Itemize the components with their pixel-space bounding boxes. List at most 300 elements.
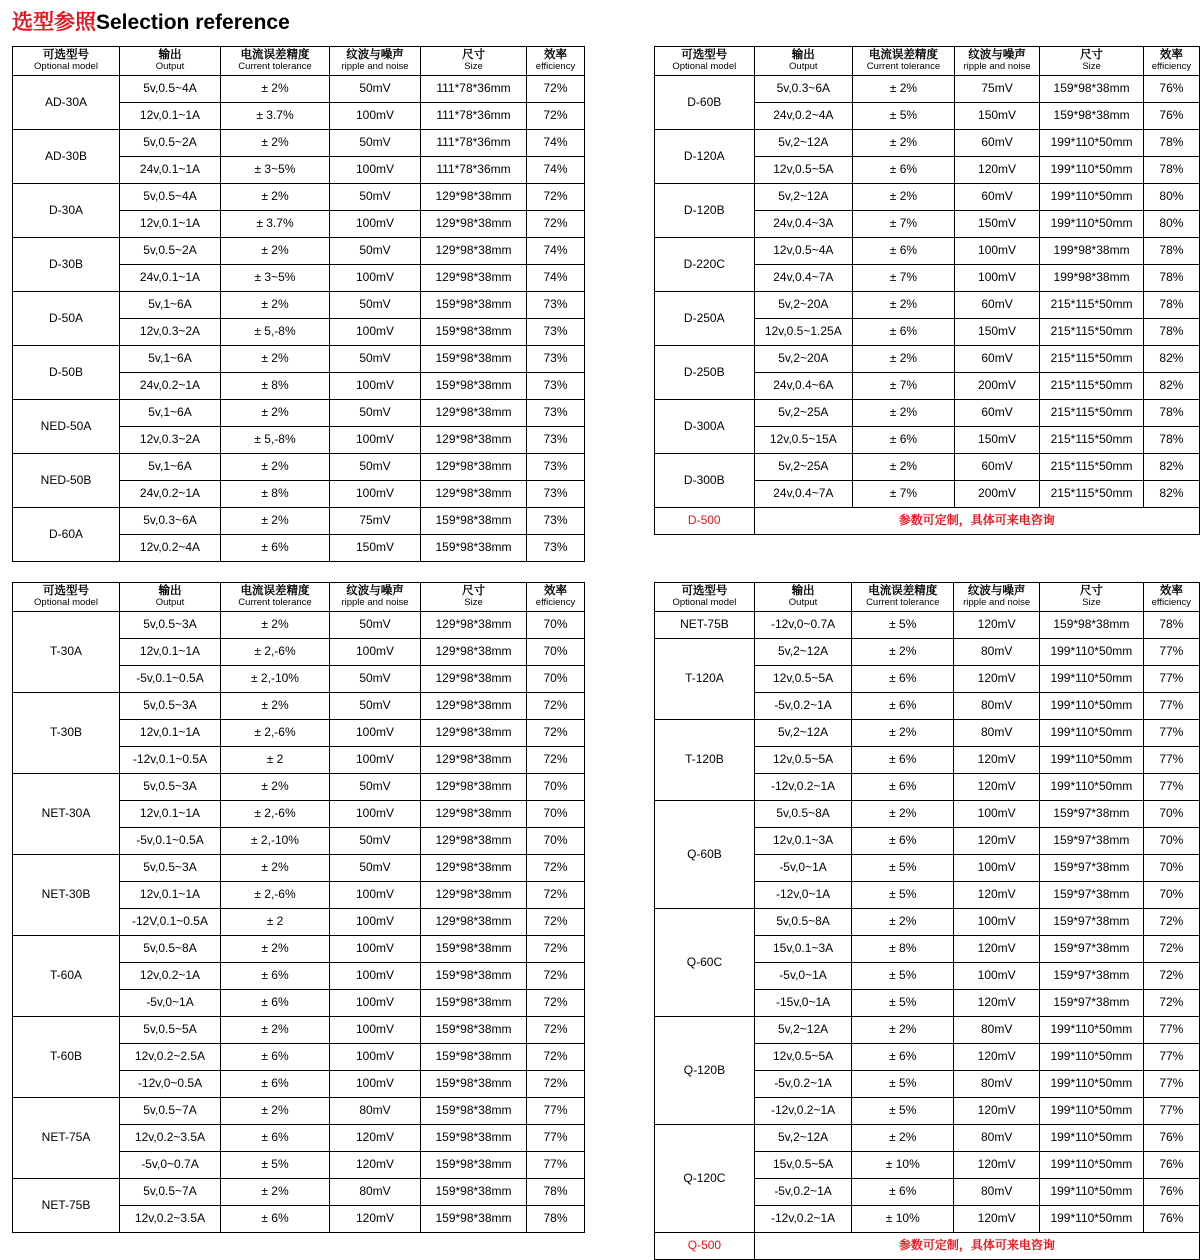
cell-tolerance: ± 2%: [221, 346, 330, 373]
cell-tolerance: ± 2%: [221, 1179, 330, 1206]
cell-output: -5v,0.2~1A: [754, 693, 851, 720]
table-row: [655, 720, 1200, 747]
column-header-en: Output: [155, 61, 185, 73]
model-cell: D-50A: [13, 292, 120, 346]
table-top-right-wrap: [654, 46, 1200, 535]
cell-ripple: 50mV: [330, 828, 421, 855]
cell-output: -5v,0.1~0.5A: [120, 666, 221, 693]
cell-tolerance: ± 2: [221, 747, 330, 774]
column-header-cn: 电流误差精度: [240, 48, 310, 61]
column-header-cn: 效率: [544, 48, 567, 61]
column-header-cn: 效率: [1159, 48, 1183, 61]
cell-output: 5v,0.5~3A: [120, 693, 221, 720]
model-cell: D-50B: [13, 346, 120, 400]
model-cell: NET-75B: [655, 612, 755, 639]
cell-output: 12v,0.1~1A: [120, 882, 221, 909]
cell-tolerance: ± 2%: [221, 508, 330, 535]
cell-tolerance: ± 2%: [853, 184, 955, 211]
cell-tolerance: ± 3~5%: [221, 157, 330, 184]
cell-size: 159*98*38mm: [1040, 612, 1144, 639]
cell-size: 129*98*38mm: [421, 211, 527, 238]
cell-tolerance: ± 2%: [853, 346, 955, 373]
cell-efficiency: 80%: [1143, 211, 1199, 238]
cell-size: 129*98*38mm: [421, 774, 527, 801]
cell-ripple: 100mV: [330, 990, 421, 1017]
cell-efficiency: 72%: [527, 936, 585, 963]
cell-output: -12v,0~1A: [754, 882, 851, 909]
cell-efficiency: 72%: [527, 1044, 585, 1071]
cell-ripple: 120mV: [330, 1152, 421, 1179]
column-header-cn: 输出: [791, 48, 815, 61]
cell-size: 111*78*36mm: [421, 130, 527, 157]
column-header: [1143, 47, 1199, 76]
cell-tolerance: ± 7%: [853, 211, 955, 238]
cell-output: -5v,0.1~0.5A: [120, 828, 221, 855]
cell-tolerance: ± 6%: [852, 693, 954, 720]
cell-efficiency: 73%: [527, 427, 585, 454]
model-cell: T-60B: [13, 1017, 120, 1098]
table-row: [13, 184, 585, 211]
cell-tolerance: ± 6%: [853, 157, 955, 184]
cell-size: 159*98*38mm: [421, 963, 527, 990]
cell-efficiency: 70%: [527, 666, 585, 693]
model-cell: NET-30A: [13, 774, 120, 855]
column-header: [120, 583, 221, 612]
cell-tolerance: ± 7%: [853, 373, 955, 400]
cell-ripple: 80mV: [954, 1179, 1040, 1206]
cell-tolerance: ± 3.7%: [221, 103, 330, 130]
cell-ripple: 200mV: [954, 481, 1040, 508]
cell-ripple: 120mV: [954, 828, 1040, 855]
cell-efficiency: 77%: [527, 1152, 585, 1179]
column-header-cn: 效率: [544, 584, 567, 597]
column-header-cn: 尺寸: [1080, 48, 1104, 61]
column-header: [754, 47, 853, 76]
cell-ripple: 100mV: [330, 1044, 421, 1071]
cell-ripple: 60mV: [954, 292, 1040, 319]
table-bottom-right-wrap: [654, 582, 1200, 1260]
cell-tolerance: ± 6%: [852, 774, 954, 801]
table-top-left: [12, 46, 585, 562]
cell-tolerance: ± 2,-6%: [221, 801, 330, 828]
cell-ripple: 50mV: [330, 130, 421, 157]
cell-efficiency: 78%: [527, 1206, 585, 1233]
cell-tolerance: ± 6%: [221, 1071, 330, 1098]
cell-size: 159*97*38mm: [1040, 936, 1144, 963]
table-row: [13, 454, 585, 481]
model-cell: D-220C: [655, 238, 755, 292]
cell-size: 129*98*38mm: [421, 427, 527, 454]
column-header-cn: 效率: [1159, 584, 1183, 597]
cell-tolerance: ± 6%: [221, 1044, 330, 1071]
cell-ripple: 100mV: [330, 481, 421, 508]
cell-size: 159*97*38mm: [1040, 909, 1144, 936]
cell-efficiency: 78%: [1143, 130, 1199, 157]
cell-tolerance: ± 5%: [221, 1152, 330, 1179]
cell-ripple: 75mV: [330, 508, 421, 535]
table-row: [13, 1098, 585, 1125]
cell-size: 129*98*38mm: [421, 454, 527, 481]
column-header: [13, 583, 120, 612]
cell-size: 129*98*38mm: [421, 909, 527, 936]
cell-tolerance: ± 2%: [221, 130, 330, 157]
column-header: [1040, 47, 1144, 76]
column-header-cn: 纹波与噪声: [346, 48, 404, 61]
table-row: [13, 292, 585, 319]
cell-efficiency: 70%: [527, 612, 585, 639]
cell-output: 5v,2~12A: [754, 130, 853, 157]
column-header-en: efficiency: [1151, 597, 1192, 609]
cell-size: 159*98*38mm: [421, 508, 527, 535]
cell-size: 199*110*50mm: [1040, 157, 1144, 184]
cell-efficiency: 72%: [1143, 909, 1199, 936]
cell-tolerance: ± 2%: [853, 292, 955, 319]
cell-size: 199*110*50mm: [1040, 774, 1144, 801]
cell-output: 12v,0.5~4A: [754, 238, 853, 265]
column-header-cn: 输出: [158, 48, 182, 61]
cell-tolerance: ± 6%: [852, 1044, 954, 1071]
cell-size: 215*115*50mm: [1040, 292, 1144, 319]
table-row: [655, 400, 1200, 427]
cell-size: 159*98*38mm: [421, 1125, 527, 1152]
cell-tolerance: ± 8%: [852, 936, 954, 963]
cell-size: 159*97*38mm: [1040, 882, 1144, 909]
cell-ripple: 100mV: [330, 963, 421, 990]
column-header: [754, 583, 851, 612]
model-cell: Q-60C: [655, 909, 755, 1017]
cell-size: 215*115*50mm: [1040, 454, 1144, 481]
cell-efficiency: 72%: [527, 720, 585, 747]
cell-efficiency: 70%: [1143, 828, 1199, 855]
cell-size: 159*98*38mm: [421, 292, 527, 319]
cell-efficiency: 72%: [527, 990, 585, 1017]
cell-tolerance: ± 6%: [221, 1206, 330, 1233]
model-cell: Q-60B: [655, 801, 755, 909]
cell-efficiency: 74%: [527, 157, 585, 184]
cell-size: 199*110*50mm: [1040, 1098, 1144, 1125]
cell-tolerance: ± 2: [221, 909, 330, 936]
cell-ripple: 60mV: [954, 400, 1040, 427]
cell-efficiency: 78%: [1143, 238, 1199, 265]
cell-size: 199*110*50mm: [1040, 1179, 1144, 1206]
cell-tolerance: ± 2,-6%: [221, 639, 330, 666]
cell-size: 129*98*38mm: [421, 855, 527, 882]
column-header-en: Output: [789, 61, 818, 73]
cell-output: 5v,1~6A: [120, 292, 221, 319]
cell-size: 159*98*38mm: [1040, 103, 1144, 130]
model-cell: NET-75A: [13, 1098, 120, 1179]
table-top-right: [654, 46, 1200, 535]
cell-size: 159*97*38mm: [1040, 855, 1144, 882]
cell-ripple: 150mV: [954, 211, 1040, 238]
cell-size: 129*98*38mm: [421, 693, 527, 720]
cell-output: -12v,0.2~1A: [754, 774, 851, 801]
cell-size: 159*98*38mm: [421, 1044, 527, 1071]
cell-size: 215*115*50mm: [1040, 400, 1144, 427]
model-cell-custom: D-500: [655, 508, 755, 535]
cell-ripple: 100mV: [330, 265, 421, 292]
cell-tolerance: ± 7%: [853, 481, 955, 508]
cell-efficiency: 77%: [527, 1125, 585, 1152]
column-header-en: efficiency: [535, 61, 576, 73]
cell-output: 15v,0.5~5A: [754, 1152, 851, 1179]
cell-efficiency: 70%: [527, 801, 585, 828]
cell-tolerance: ± 8%: [221, 481, 330, 508]
cell-size: 159*98*38mm: [421, 346, 527, 373]
cell-output: 12v,0.1~3A: [754, 828, 851, 855]
cell-output: 5v,2~25A: [754, 400, 853, 427]
cell-ripple: 80mV: [954, 693, 1040, 720]
cell-tolerance: ± 5%: [852, 1071, 954, 1098]
cell-output: 12v,0.2~1A: [120, 963, 221, 990]
cell-ripple: 50mV: [330, 400, 421, 427]
cell-tolerance: ± 6%: [853, 427, 955, 454]
table-footer-row: [655, 508, 1200, 535]
cell-tolerance: ± 2%: [853, 454, 955, 481]
column-header-cn: 尺寸: [462, 48, 485, 61]
cell-output: 12v,0.2~4A: [120, 535, 221, 562]
cell-tolerance: ± 6%: [852, 747, 954, 774]
column-header: [421, 583, 527, 612]
cell-ripple: 120mV: [954, 936, 1040, 963]
column-header: [1040, 583, 1144, 612]
column-header-cn: 尺寸: [462, 584, 485, 597]
cell-efficiency: 82%: [1143, 454, 1199, 481]
cell-ripple: 120mV: [954, 990, 1040, 1017]
cell-ripple: 100mV: [954, 265, 1040, 292]
cell-ripple: 150mV: [954, 427, 1040, 454]
cell-output: 12v,0.1~1A: [120, 639, 221, 666]
cell-output: 12v,0.5~15A: [754, 427, 853, 454]
cell-output: 5v,0.5~8A: [754, 909, 851, 936]
cell-size: 129*98*38mm: [421, 238, 527, 265]
cell-size: 159*98*38mm: [421, 990, 527, 1017]
model-cell: T-120A: [655, 639, 755, 720]
page-title-en: Selection reference: [96, 11, 290, 34]
cell-output: 12v,0.2~2.5A: [120, 1044, 221, 1071]
cell-efficiency: 78%: [1143, 292, 1199, 319]
cell-ripple: 120mV: [954, 1152, 1040, 1179]
table-header-row: [655, 47, 1200, 76]
cell-efficiency: 72%: [1143, 936, 1199, 963]
column-header-cn: 输出: [158, 584, 182, 597]
cell-efficiency: 77%: [1143, 666, 1199, 693]
cell-efficiency: 73%: [527, 535, 585, 562]
cell-ripple: 100mV: [330, 319, 421, 346]
cell-size: 129*98*38mm: [421, 666, 527, 693]
column-header: [221, 583, 330, 612]
cell-ripple: 120mV: [954, 1098, 1040, 1125]
cell-output: 5v,0.5~8A: [754, 801, 851, 828]
cell-tolerance: ± 2%: [221, 774, 330, 801]
column-header-en: Current tolerance: [866, 61, 941, 73]
table-bottom-right: [654, 582, 1200, 1260]
column-header: [852, 583, 954, 612]
model-cell: D-300A: [655, 400, 755, 454]
table-row: [13, 774, 585, 801]
cell-efficiency: 73%: [527, 481, 585, 508]
cell-size: 199*98*38mm: [1040, 265, 1144, 292]
cell-output: 12v,0.5~5A: [754, 747, 851, 774]
cell-output: 24v,0.1~1A: [120, 157, 221, 184]
cell-output: 12v,0.1~1A: [120, 801, 221, 828]
cell-tolerance: ± 2,-10%: [221, 828, 330, 855]
cell-ripple: 100mV: [330, 103, 421, 130]
column-header-cn: 可选型号: [43, 584, 89, 597]
column-header-en: ripple and noise: [963, 61, 1031, 73]
cell-ripple: 100mV: [954, 238, 1040, 265]
cell-output: 12v,0.5~1.25A: [754, 319, 853, 346]
cell-tolerance: ± 6%: [852, 828, 954, 855]
table-row: [13, 508, 585, 535]
column-header-en: Size: [1082, 61, 1101, 73]
cell-output: 5v,0.5~3A: [120, 774, 221, 801]
table-row: [655, 292, 1200, 319]
model-cell: T-30B: [13, 693, 120, 774]
cell-output: 24v,0.2~4A: [754, 103, 853, 130]
cell-efficiency: 76%: [1143, 1206, 1199, 1233]
column-header-cn: 纹波与噪声: [346, 584, 404, 597]
cell-ripple: 150mV: [954, 103, 1040, 130]
cell-efficiency: 70%: [1143, 855, 1199, 882]
model-cell: D-250B: [655, 346, 755, 400]
column-header: [1143, 583, 1199, 612]
cell-output: -5v,0.2~1A: [754, 1071, 851, 1098]
model-cell: NED-50B: [13, 454, 120, 508]
cell-output: -5v,0~0.7A: [120, 1152, 221, 1179]
cell-size: 159*98*38mm: [421, 373, 527, 400]
cell-ripple: 60mV: [954, 130, 1040, 157]
cell-ripple: 100mV: [330, 1071, 421, 1098]
cell-efficiency: 78%: [1143, 427, 1199, 454]
column-header-en: ripple and noise: [341, 61, 409, 73]
cell-tolerance: ± 2%: [221, 238, 330, 265]
cell-output: 5v,2~12A: [754, 1125, 851, 1152]
cell-output: 5v,2~25A: [754, 454, 853, 481]
column-header-cn: 输出: [791, 584, 815, 597]
cell-ripple: 50mV: [330, 238, 421, 265]
cell-tolerance: ± 2%: [852, 909, 954, 936]
cell-ripple: 100mV: [330, 639, 421, 666]
cell-tolerance: ± 8%: [221, 373, 330, 400]
model-cell: D-30A: [13, 184, 120, 238]
cell-tolerance: ± 10%: [852, 1152, 954, 1179]
cell-size: 199*110*50mm: [1040, 720, 1144, 747]
table-row: [13, 1179, 585, 1206]
table-row: [655, 801, 1200, 828]
cell-ripple: 80mV: [954, 1125, 1040, 1152]
cell-size: 199*110*50mm: [1040, 693, 1144, 720]
cell-output: 12v,0.5~5A: [754, 666, 851, 693]
cell-output: -12v,0.1~0.5A: [120, 747, 221, 774]
cell-efficiency: 78%: [1143, 157, 1199, 184]
cell-efficiency: 70%: [527, 828, 585, 855]
column-header: [13, 47, 120, 76]
cell-efficiency: 72%: [527, 1071, 585, 1098]
cell-output: 5v,0.3~6A: [120, 508, 221, 535]
column-header-en: Current tolerance: [238, 61, 312, 73]
cell-tolerance: ± 2%: [853, 130, 955, 157]
cell-ripple: 50mV: [330, 184, 421, 211]
cell-efficiency: 72%: [527, 1017, 585, 1044]
model-cell: D-120B: [655, 184, 755, 238]
cell-output: -12v,0.2~1A: [754, 1206, 851, 1233]
cell-output: 5v,0.5~7A: [120, 1098, 221, 1125]
model-cell: Q-120C: [655, 1125, 755, 1233]
cell-efficiency: 78%: [1143, 265, 1199, 292]
cell-ripple: 120mV: [954, 1206, 1040, 1233]
cell-efficiency: 72%: [527, 184, 585, 211]
cell-size: 215*115*50mm: [1040, 319, 1144, 346]
cell-output: 5v,1~6A: [120, 400, 221, 427]
cell-size: 159*98*38mm: [421, 1098, 527, 1125]
cell-ripple: 80mV: [330, 1098, 421, 1125]
cell-size: 159*98*38mm: [421, 1152, 527, 1179]
table-footer-row: [655, 1233, 1200, 1260]
cell-tolerance: ± 5%: [852, 990, 954, 1017]
cell-ripple: 50mV: [330, 774, 421, 801]
cell-size: 159*98*38mm: [421, 535, 527, 562]
cell-output: 5v,0.5~7A: [120, 1179, 221, 1206]
table-row: [655, 238, 1200, 265]
table-row: [13, 238, 585, 265]
cell-ripple: 60mV: [954, 454, 1040, 481]
cell-efficiency: 74%: [527, 130, 585, 157]
cell-size: 129*98*38mm: [421, 612, 527, 639]
page-title: [12, 6, 290, 36]
cell-efficiency: 77%: [1143, 1071, 1199, 1098]
column-header-en: Size: [464, 597, 483, 609]
column-header-en: Output: [788, 597, 818, 609]
cell-ripple: 50mV: [330, 76, 421, 103]
column-header: [330, 583, 421, 612]
cell-efficiency: 77%: [1143, 1017, 1199, 1044]
column-header-en: ripple and noise: [341, 597, 409, 609]
cell-size: 129*98*38mm: [421, 481, 527, 508]
column-header-cn: 电流误差精度: [868, 584, 938, 597]
cell-size: 199*110*50mm: [1040, 1017, 1144, 1044]
cell-tolerance: ± 2%: [221, 612, 330, 639]
column-header-en: Output: [155, 597, 185, 609]
cell-size: 199*110*50mm: [1040, 1206, 1144, 1233]
cell-ripple: 60mV: [954, 346, 1040, 373]
cell-efficiency: 72%: [527, 882, 585, 909]
cell-ripple: 80mV: [330, 1179, 421, 1206]
table-row: [655, 639, 1200, 666]
cell-efficiency: 76%: [1143, 1125, 1199, 1152]
cell-output: 24v,0.4~7A: [754, 481, 853, 508]
cell-ripple: 100mV: [954, 801, 1040, 828]
cell-output: 24v,0.1~1A: [120, 265, 221, 292]
cell-output: 5v,0.5~3A: [120, 855, 221, 882]
cell-ripple: 120mV: [954, 747, 1040, 774]
table-row: [655, 76, 1200, 103]
cell-size: 199*110*50mm: [1040, 747, 1144, 774]
column-header-cn: 纹波与噪声: [967, 584, 1026, 597]
cell-efficiency: 74%: [527, 265, 585, 292]
cell-output: 5v,0.5~4A: [120, 184, 221, 211]
cell-output: 12v,0.2~3.5A: [120, 1206, 221, 1233]
cell-ripple: 120mV: [954, 774, 1040, 801]
table-row: [13, 346, 585, 373]
page-title-cn: 选型参照: [12, 11, 96, 34]
cell-size: 199*110*50mm: [1040, 666, 1144, 693]
cell-tolerance: ± 2%: [221, 400, 330, 427]
cell-efficiency: 72%: [527, 693, 585, 720]
column-header-en: Optional model: [34, 597, 98, 609]
column-header: [120, 47, 221, 76]
cell-ripple: 150mV: [330, 535, 421, 562]
